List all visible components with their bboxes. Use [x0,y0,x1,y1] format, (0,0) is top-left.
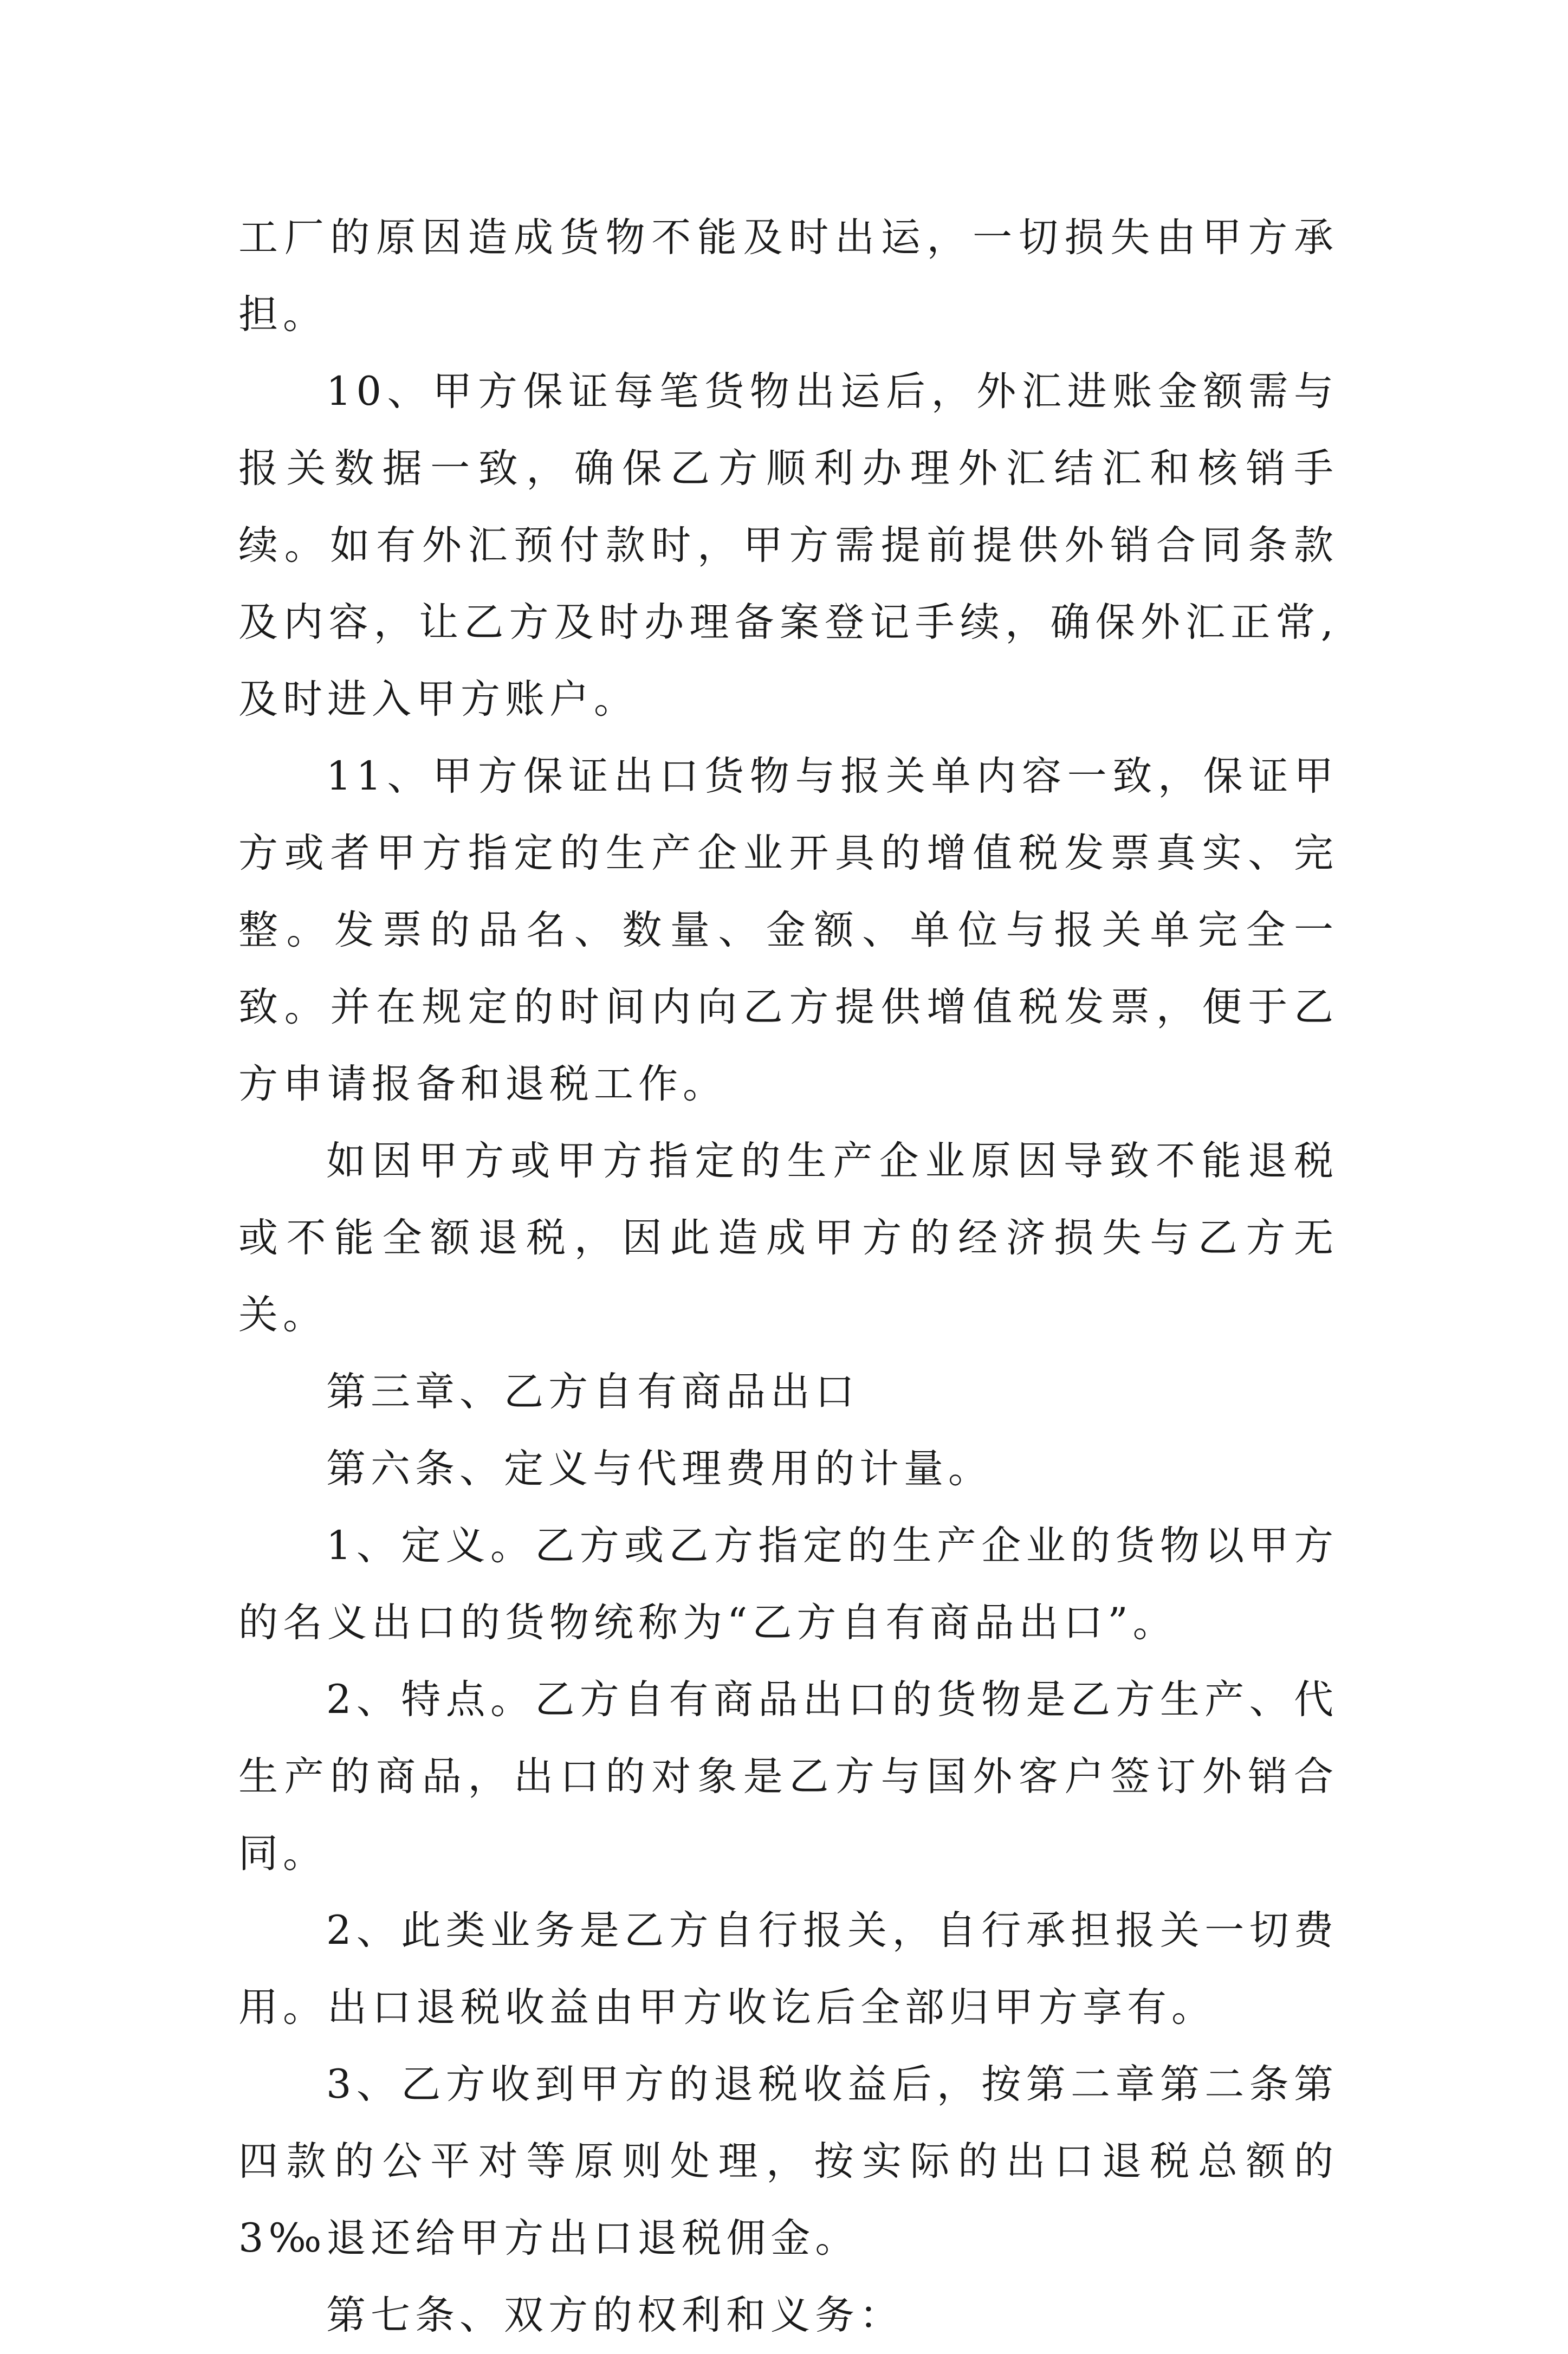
paragraph-continuation: 工厂的原因造成货物不能及时出运，一切损失由甲方承担。 [238,215,1338,338]
document-body [238,199,1338,2354]
paragraph-features: 2、特点。乙方自有商品出口的货物是乙方生产、代生产的商品，出口的对象是乙方与国外客户签订外销合同。 [238,1677,1338,1877]
paragraph-customs: 2、此类业务是乙方自行报关，自行承担报关一切费用。出口退税收益由甲方收讫后全部归甲方享有。 [238,1907,1338,2030]
paragraph-commission: 3、乙方收到甲方的退税收益后，按第二章第二条第四款的公平对等原则处理，按实际的出口退税总额的3‰退还给甲方出口退税佣金。 [238,2061,1338,2261]
article-heading-7: 第七条、双方的权利和义务： [326,2292,904,2338]
paragraph-clause-10: 10、甲方保证每笔货物出运后，外汇进账金额需与报关数据一致，确保乙方顺利办理外汇结汇和核销手续。如有外汇预付款时，甲方需提前提供外销合同条款及内容，让乙方及时办理备案登记手续，确保外汇正常,及时进入甲方账户。 [238,368,1338,722]
paragraph-liability-note: 如因甲方或甲方指定的生产企业原因导致不能退税或不能全额退税，因此造成甲方的经济损失与乙方无关。 [238,1138,1338,1338]
paragraph-clause-11: 11、甲方保证出口货物与报关单内容一致，保证甲方或者甲方指定的生产企业开具的增值税发票真实、完整。发票的品名、数量、金额、单位与报关单完全一致。并在规定的时间内向乙方提供增值税发票，便于乙方申请报备和退税工作。 [238,753,1338,1107]
article-heading-6: 第六条、定义与代理费用的计量。 [326,1446,993,1492]
paragraph-definition: 1、定义。乙方或乙方指定的生产企业的货物以甲方的名义出口的货物统称为“乙方自有商品出口”。 [238,1523,1338,1646]
chapter-heading: 第三章、乙方自有商品出口 [326,1369,859,1415]
